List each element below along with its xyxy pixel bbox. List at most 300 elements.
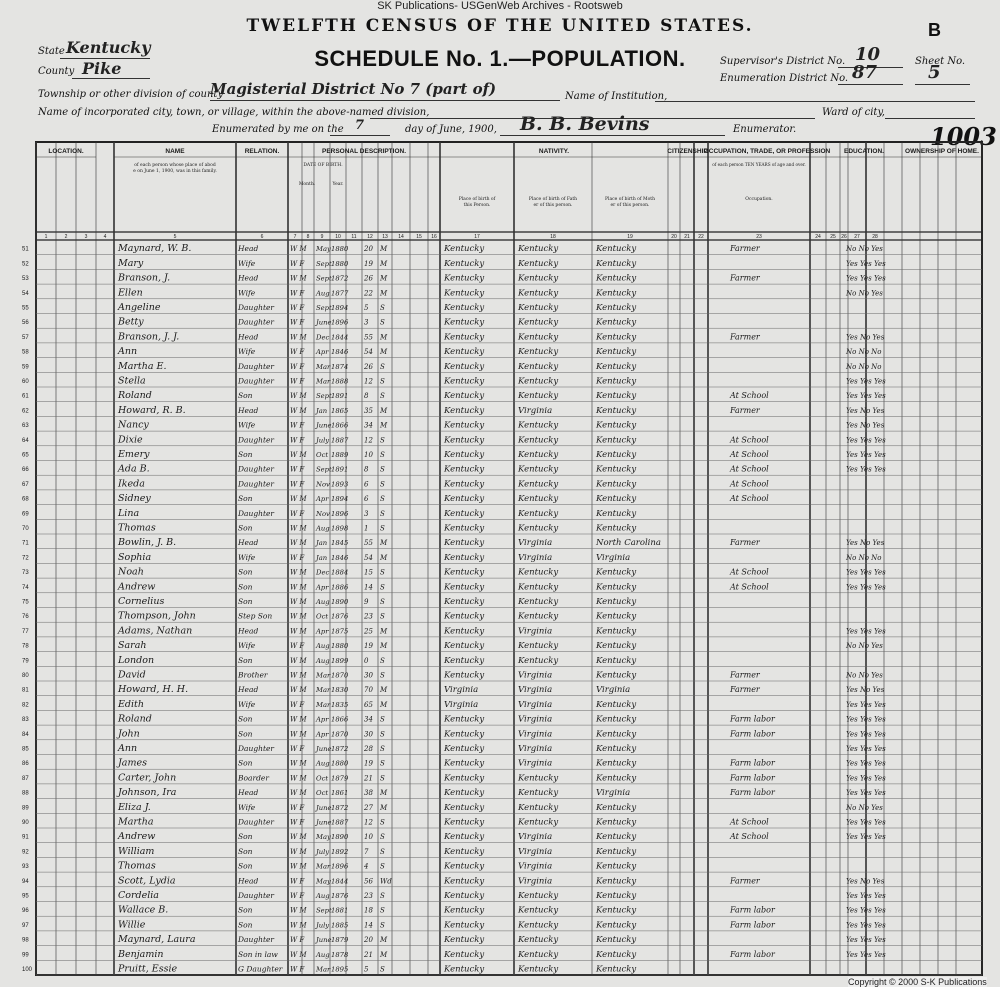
occupation: At School [730, 435, 769, 445]
marital-status: S [380, 318, 385, 327]
age: 28 [364, 745, 373, 753]
marital-status: M [380, 259, 388, 268]
education: Yes No Yes [846, 406, 885, 415]
relation: Daughter [238, 435, 274, 445]
education: Yes Yes Yes [846, 774, 886, 783]
birthplace: Kentucky [444, 846, 485, 857]
person-name: Maynard, W. B. [118, 243, 192, 255]
color-sex: W M [290, 583, 307, 592]
mother-birthplace: Kentucky [596, 494, 637, 505]
person-name: Sophia [118, 551, 152, 563]
birth-month: Sept [316, 392, 332, 401]
birth-month: Mar [316, 377, 331, 386]
color-sex: W F [290, 509, 305, 518]
education: Yes Yes Yes [846, 730, 886, 739]
birthplace: Kentucky [444, 567, 485, 578]
mother-birthplace: Virginia [596, 788, 631, 799]
relation: Step Son [238, 611, 273, 621]
mother-birthplace: Kentucky [596, 508, 637, 519]
state-label: State [38, 46, 65, 57]
relation: Head [238, 626, 259, 636]
education: Yes Yes Yes [846, 715, 886, 724]
birth-year: 1846 [331, 553, 349, 562]
person-name: Cordelia [118, 890, 159, 901]
birth-month: May [316, 245, 331, 254]
birth-year: 1880 [331, 642, 349, 651]
mother-birthplace: Kentucky [596, 964, 637, 975]
sheet-letter: B [928, 20, 941, 40]
column-number: 5 [173, 234, 177, 240]
column-number: 27 [854, 234, 860, 240]
row-number: 89 [22, 805, 29, 812]
relation: Son [238, 450, 253, 459]
row-number: 93 [22, 864, 29, 871]
birth-month: Nov [316, 480, 330, 489]
father-birthplace: Kentucky [518, 420, 559, 431]
marital-status: M [380, 553, 388, 562]
marital-status: S [380, 524, 385, 533]
education: Yes Yes Yes [846, 465, 886, 474]
person-name: Andrew [118, 831, 156, 843]
father-birthplace: Kentucky [518, 391, 559, 402]
age: 6 [364, 480, 369, 489]
column-number: 1 [44, 234, 48, 240]
birthplace: Kentucky [444, 508, 485, 519]
row-number: 68 [22, 496, 29, 503]
birth-month: Oct [316, 774, 329, 783]
row-number: 97 [22, 922, 29, 929]
education: Yes Yes Yes [846, 392, 886, 401]
color-sex: W F [290, 304, 305, 312]
age: 19 [364, 642, 373, 651]
person-name: Ann [118, 346, 138, 358]
row-number: 59 [22, 364, 29, 371]
birthplace: Kentucky [444, 420, 485, 431]
relation: Head [238, 788, 259, 798]
column-group-label: OWNERSHIP OF HOME. [905, 148, 979, 155]
mother-birthplace: Kentucky [596, 670, 637, 681]
birth-month: Sept [316, 465, 332, 474]
father-birthplace: Virginia [518, 405, 553, 416]
birthplace: Kentucky [444, 641, 485, 652]
relation: Son [238, 846, 253, 856]
marital-status: M [380, 333, 388, 342]
color-sex: W F [290, 700, 305, 709]
row-number: 90 [22, 820, 29, 826]
occupation: At School [730, 582, 769, 592]
occupation: Farm labor [730, 905, 775, 915]
father-birthplace: Virginia [518, 714, 553, 725]
marital-status: S [380, 745, 385, 753]
sheet-value: 5 [928, 62, 941, 83]
mother-birthplace: Kentucky [596, 832, 637, 843]
birthplace: Kentucky [444, 891, 485, 901]
county-label: County [38, 66, 75, 77]
age: 19 [364, 259, 373, 268]
schedule-title: SCHEDULE No. 1.—POPULATION. [314, 46, 686, 71]
education: Yes Yes Yes [846, 259, 886, 268]
mother-birthplace: Kentucky [596, 802, 637, 813]
mother-birthplace: Kentucky [596, 773, 637, 784]
birth-month: Mar [316, 671, 331, 680]
marital-status: S [380, 568, 385, 577]
person-name: Ann [118, 743, 138, 754]
relation: Daughter [238, 361, 274, 371]
education: Yes No Yes [846, 421, 885, 430]
birth-year: 1891 [331, 392, 349, 401]
relation: Head [238, 876, 259, 886]
relation: Son in law [238, 949, 278, 959]
enumerated-month: day of June, 1900, [405, 124, 497, 135]
color-sex: W M [290, 686, 307, 695]
column-group-label: OCCUPATION, TRADE, OR PROFESSION [703, 148, 831, 155]
color-sex: W M [290, 495, 307, 504]
father-birthplace: Virginia [518, 729, 553, 740]
occupation: Farmer [730, 273, 760, 283]
person-name: John [118, 728, 140, 740]
color-sex: W F [290, 289, 305, 298]
age: 9 [364, 598, 369, 606]
person-name: Ikeda [118, 478, 145, 490]
mother-birthplace: Kentucky [596, 288, 637, 299]
education: No No Yes [846, 245, 883, 254]
column-group-label: PERSONAL DESCRIPTION. [321, 148, 407, 155]
age: 30 [364, 730, 373, 739]
age: 12 [364, 818, 373, 827]
relation: Wife [238, 258, 256, 268]
person-name: Andrew [118, 581, 156, 593]
row-number: 80 [22, 673, 29, 679]
relation: Daughter [238, 464, 274, 474]
mother-birthplace: Kentucky [596, 347, 637, 358]
birth-year: 1896 [331, 509, 349, 518]
birthplace: Kentucky [444, 758, 485, 769]
birth-year: 1875 [331, 627, 349, 636]
marital-status: S [380, 480, 385, 489]
father-birthplace: Kentucky [518, 905, 559, 916]
father-birthplace: Kentucky [518, 376, 559, 387]
birthplace: Kentucky [444, 258, 485, 269]
nativity-person-label: Place of birth of [458, 197, 496, 202]
relation: Daughter [238, 376, 274, 386]
age: 7 [364, 847, 369, 856]
year-label: Year. [332, 182, 344, 187]
color-sex: W M [290, 333, 307, 342]
father-birthplace: Kentucky [518, 920, 559, 931]
column-number: 15 [416, 234, 422, 240]
person-name: Willie [118, 919, 146, 931]
marital-status: S [380, 847, 385, 856]
birth-month: Mar [316, 965, 331, 974]
marital-status: S [380, 965, 385, 974]
color-sex: W M [290, 568, 307, 577]
marital-status: S [380, 656, 385, 665]
birth-month: June [316, 803, 332, 812]
person-name: Scott, Lydia [118, 875, 176, 887]
father-birthplace: Kentucky [518, 347, 559, 358]
mother-birthplace: Kentucky [596, 464, 637, 475]
nativity-father-label-2: er of this person. [533, 203, 573, 208]
father-birthplace: Kentucky [518, 802, 559, 813]
father-birthplace: Kentucky [518, 582, 559, 593]
birth-month: Aug [316, 642, 330, 651]
name-description: of each person whose place of abod [134, 163, 216, 168]
column-group-label: LOCATION. [48, 148, 84, 155]
row-number: 86 [22, 761, 29, 768]
age: 20 [364, 936, 373, 945]
column-group-label: RELATION. [244, 148, 280, 155]
occupation: Farmer [730, 685, 760, 695]
birth-month: June [316, 936, 332, 945]
person-name: Sarah [118, 640, 147, 652]
relation: Wife [238, 420, 256, 430]
copyright-notice: Copyright © 2000 S-K Publications [848, 977, 987, 987]
marital-status: S [380, 818, 385, 827]
mother-birthplace: Kentucky [596, 861, 637, 872]
birthplace: Kentucky [444, 655, 485, 666]
person-name: Eliza J. [118, 801, 151, 813]
row-number: 73 [22, 570, 29, 577]
occupation: At School [730, 479, 769, 489]
education: Yes Yes Yes [846, 906, 886, 915]
row-number: 65 [22, 452, 29, 459]
age: 4 [364, 862, 369, 871]
person-name: Dixie [118, 434, 143, 446]
person-name: Carter, John [118, 772, 177, 784]
occupation: Farm labor [730, 920, 775, 930]
occupation: At School [730, 817, 769, 827]
color-sex: W F [290, 877, 305, 886]
father-birthplace: Virginia [518, 626, 553, 637]
age: 1 [364, 524, 369, 533]
father-birthplace: Kentucky [518, 964, 559, 975]
relation: Son [238, 655, 253, 665]
age: 34 [364, 421, 373, 430]
person-name: Ellen [118, 287, 143, 299]
person-name: Adams, Nathan [118, 625, 193, 637]
birth-month: June [316, 421, 332, 430]
age: 38 [364, 789, 373, 798]
relation: Daughter [238, 935, 274, 945]
marital-status: S [380, 362, 385, 371]
occupation: Farm labor [730, 788, 775, 798]
supervisor-value: 10 [855, 44, 881, 65]
color-sex: W F [290, 377, 305, 386]
education: Yes Yes Yes [846, 745, 886, 753]
mother-birthplace: Kentucky [596, 935, 637, 946]
birthplace: Kentucky [444, 611, 485, 622]
occupation: At School [730, 464, 769, 474]
color-sex: W F [290, 745, 305, 753]
relation: Son [238, 391, 253, 401]
color-sex: W F [290, 480, 305, 489]
occupation-label: Occupation. [745, 197, 773, 202]
mother-birthplace: Kentucky [596, 949, 637, 960]
row-number: 71 [22, 540, 29, 547]
row-number: 56 [22, 320, 29, 327]
mother-birthplace: Kentucky [596, 758, 637, 769]
birthplace: Kentucky [444, 435, 485, 446]
birthplace: Kentucky [444, 670, 485, 681]
row-number: 92 [22, 849, 29, 856]
birth-month: Mar [316, 362, 331, 371]
birthplace: Kentucky [444, 729, 485, 740]
relation: Head [238, 273, 259, 283]
birth-year: 1896 [331, 862, 349, 871]
birth-year: 1878 [331, 950, 349, 959]
column-number: 2 [64, 234, 68, 240]
birthplace: Kentucky [444, 744, 485, 754]
age: 56 [364, 877, 373, 886]
color-sex: W M [290, 847, 307, 856]
mother-birthplace: Kentucky [596, 273, 637, 284]
mother-birthplace: Kentucky [596, 376, 637, 387]
birthplace: Kentucky [444, 523, 485, 534]
birth-month: Jan [316, 539, 328, 548]
father-birthplace: Kentucky [518, 244, 559, 255]
marital-status: M [380, 936, 388, 945]
color-sex: W M [290, 671, 307, 680]
education: Yes Yes Yes [846, 936, 886, 945]
age: 19 [364, 759, 373, 768]
birthplace: Kentucky [444, 376, 485, 387]
person-name: Wallace B. [118, 904, 169, 916]
person-name: Martha [118, 816, 154, 828]
relation: Son [238, 832, 253, 842]
row-number: 91 [22, 834, 29, 841]
marital-status: Wd [380, 877, 392, 886]
father-birthplace: Virginia [518, 685, 553, 696]
person-name: David [118, 669, 146, 681]
mother-birthplace: Kentucky [596, 317, 637, 328]
mother-birthplace: Kentucky [596, 846, 637, 857]
column-number: 7 [293, 234, 297, 240]
father-birthplace: Kentucky [518, 479, 559, 490]
occupation: Farm labor [730, 949, 775, 959]
birthplace: Kentucky [444, 361, 485, 372]
mother-birthplace: Kentucky [596, 523, 637, 534]
row-number: 51 [22, 246, 29, 253]
row-number: 72 [22, 555, 29, 562]
mother-birthplace: Kentucky [596, 391, 637, 402]
marital-status: S [380, 715, 385, 724]
age: 55 [364, 539, 373, 548]
row-number: 84 [22, 731, 29, 738]
birth-month: Oct [316, 612, 329, 621]
row-number: 77 [22, 628, 29, 635]
color-sex: W M [290, 274, 307, 283]
color-sex: W M [290, 598, 307, 606]
father-birthplace: Kentucky [518, 273, 559, 284]
birth-month: Apr [316, 730, 329, 739]
column-number: 20 [671, 234, 677, 240]
birth-year: 1889 [331, 451, 349, 459]
father-birthplace: Kentucky [518, 332, 559, 343]
mother-birthplace: Kentucky [596, 817, 637, 828]
age: 14 [364, 583, 373, 592]
person-name: Thompson, John [118, 610, 196, 622]
education: Yes Yes Yes [846, 568, 886, 577]
birthplace: Kentucky [444, 582, 485, 593]
birth-year: 1861 [331, 789, 349, 798]
enumerator-name: B. B. Bevins [520, 113, 650, 135]
occupation: At School [730, 391, 769, 401]
father-birthplace: Virginia [518, 699, 553, 710]
relation: Son [238, 494, 253, 504]
color-sex: W M [290, 451, 307, 459]
column-number: 19 [627, 234, 633, 240]
row-number: 52 [22, 261, 29, 268]
occupation: At School [730, 494, 769, 504]
relation: Son [238, 861, 253, 871]
birth-month: July [316, 847, 330, 856]
mother-birthplace: Kentucky [596, 597, 637, 607]
mother-birthplace: Kentucky [596, 450, 637, 460]
age: 12 [364, 436, 373, 445]
age: 6 [364, 495, 369, 504]
person-name: Bowlin, J. B. [118, 537, 177, 549]
age: 8 [364, 392, 369, 401]
age: 8 [364, 465, 369, 474]
column-number: 18 [550, 234, 556, 240]
incorporated-label: Name of incorporated city, town, or village, within the above-named division, [38, 107, 430, 118]
age: 10 [364, 833, 373, 842]
age: 70 [364, 686, 373, 695]
education: Yes Yes Yes [846, 583, 886, 592]
birth-month: Sept [316, 906, 332, 915]
birth-month: Aug [316, 892, 330, 900]
person-name: William [118, 845, 155, 857]
relation: Wife [238, 699, 256, 709]
birthplace: Kentucky [444, 538, 485, 549]
row-number: 82 [22, 702, 29, 709]
education: Yes Yes Yes [846, 950, 886, 959]
row-number: 70 [22, 526, 29, 532]
column-group-label: NAME [165, 148, 185, 155]
color-sex: W F [290, 362, 305, 371]
birth-year: 1830 [331, 686, 349, 695]
father-birthplace: Virginia [518, 861, 553, 872]
birth-year: 1891 [331, 465, 349, 474]
birth-year: 1872 [331, 745, 349, 753]
row-number: 58 [22, 349, 29, 356]
occupation: Farm labor [730, 729, 775, 739]
mother-birthplace: Kentucky [596, 876, 637, 887]
township-label: Township or other division of county [38, 89, 224, 100]
age: 10 [364, 451, 373, 459]
birthplace: Kentucky [444, 303, 485, 313]
birthplace: Kentucky [444, 935, 485, 946]
column-number: 26 [841, 234, 847, 240]
birthplace: Kentucky [444, 552, 485, 563]
relation: Son [238, 582, 253, 592]
row-number: 75 [22, 599, 29, 606]
father-birthplace: Kentucky [518, 611, 559, 622]
relation: Wife [238, 641, 256, 651]
marital-status: M [380, 627, 388, 636]
father-birthplace: Virginia [518, 832, 553, 843]
nativity-mother-label-2: er of this person. [610, 203, 650, 208]
marital-status: S [380, 671, 385, 680]
enumerated-label: Enumerated by me on the [212, 124, 344, 135]
marital-status: M [380, 289, 388, 298]
birthplace: Kentucky [444, 905, 485, 916]
column-number: 3 [84, 234, 88, 240]
age: 22 [364, 289, 373, 298]
marital-status: S [380, 612, 385, 621]
father-birthplace: Kentucky [518, 655, 559, 666]
mother-birthplace: Kentucky [596, 244, 637, 255]
